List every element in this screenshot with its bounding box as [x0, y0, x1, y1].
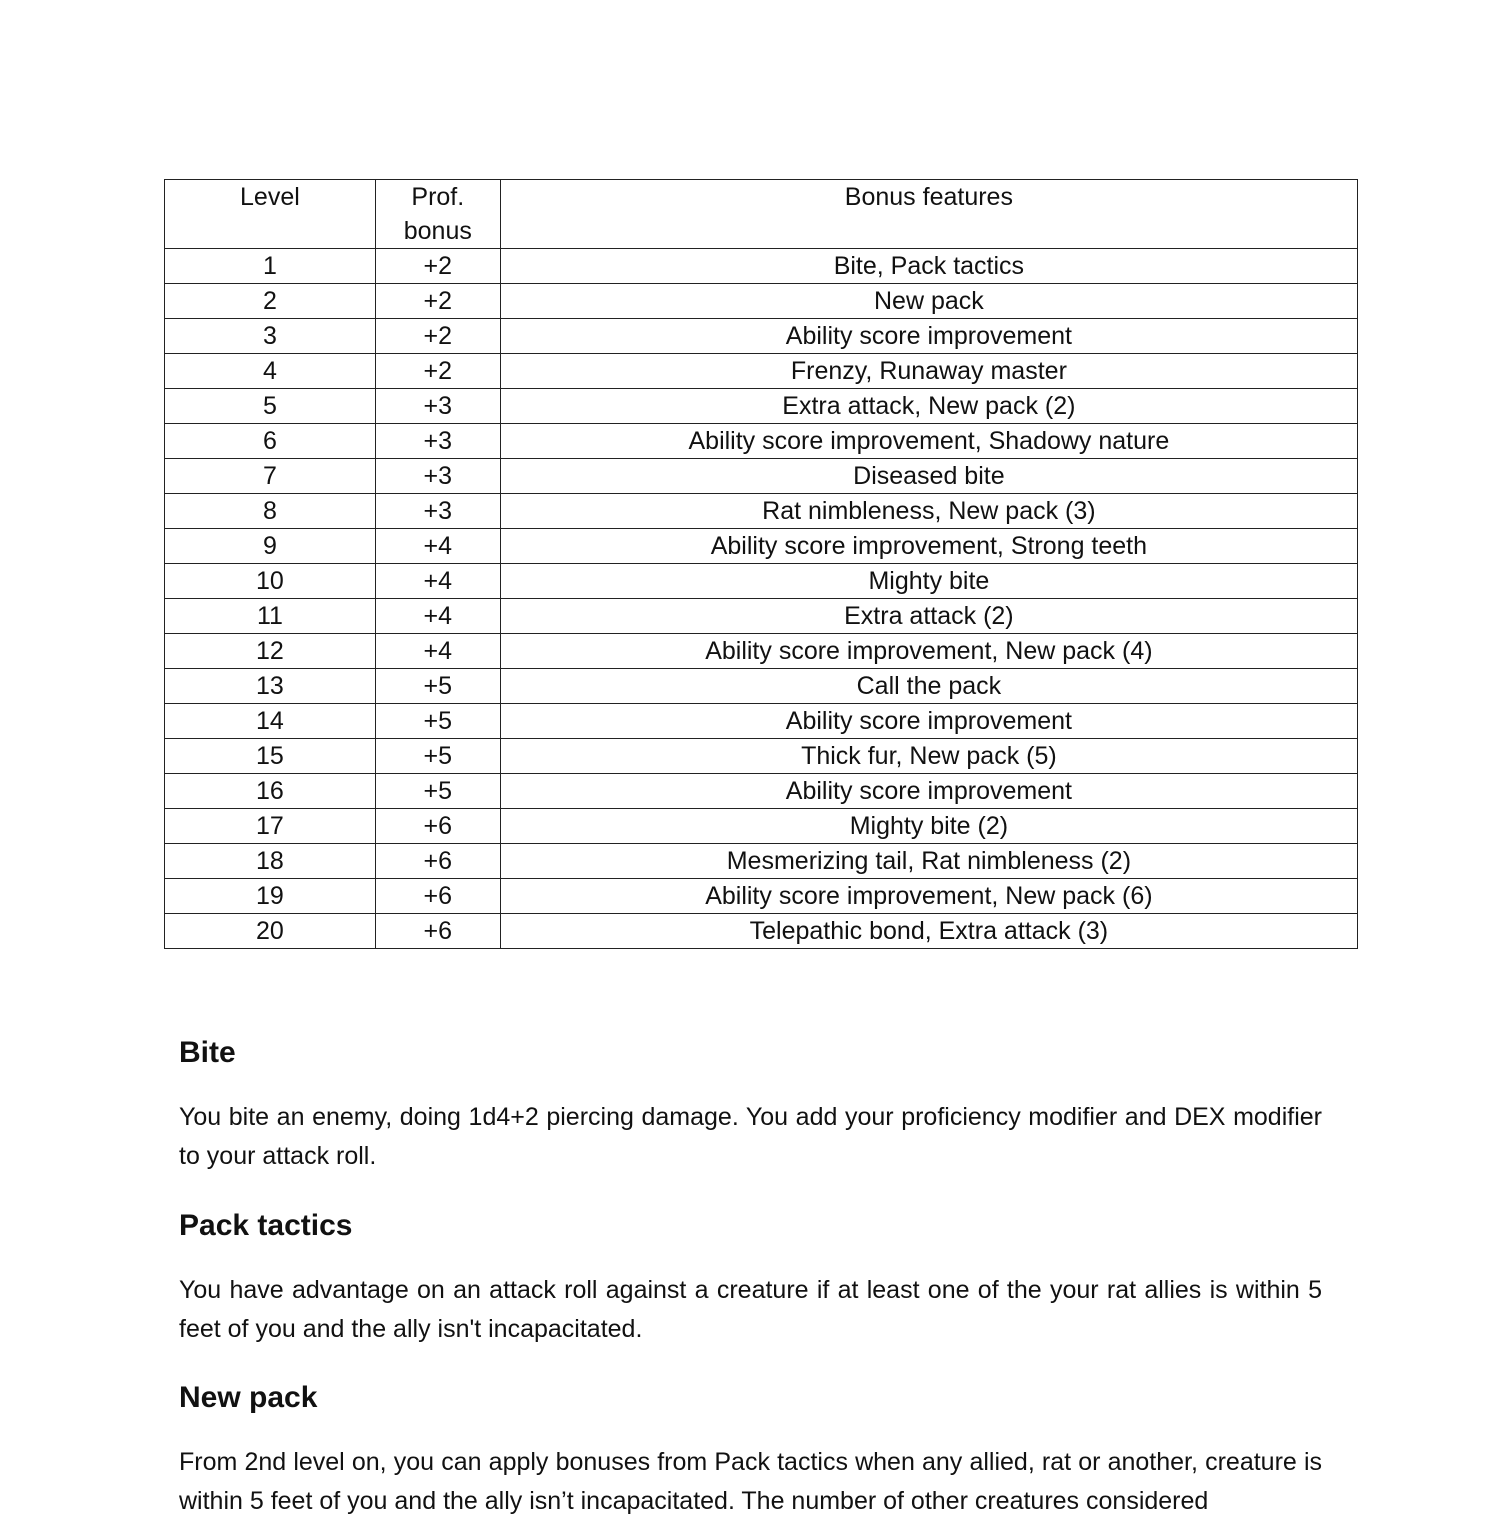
- header-prof-bonus: [375, 180, 500, 249]
- table-row: [165, 634, 1358, 669]
- cell-bonus-features: Ability score improvement, New pack (6): [500, 879, 1357, 914]
- section-new-pack: [179, 1375, 1322, 1521]
- cell-prof-bonus: +3: [375, 424, 500, 459]
- table-row: [165, 459, 1358, 494]
- table-row: [165, 354, 1358, 389]
- table-row: [165, 809, 1358, 844]
- feature-descriptions: [179, 1030, 1322, 1521]
- cell-bonus-features: Mighty bite (2): [500, 809, 1357, 844]
- cell-level: 15: [165, 739, 376, 774]
- cell-prof-bonus: +6: [375, 844, 500, 879]
- cell-prof-bonus: +5: [375, 774, 500, 809]
- section-bite: [179, 1030, 1322, 1176]
- cell-level: 10: [165, 564, 376, 599]
- cell-bonus-features: Ability score improvement, Shadowy nature: [500, 424, 1357, 459]
- cell-level: 4: [165, 354, 376, 389]
- header-level: Level: [165, 180, 376, 249]
- table-row: [165, 774, 1358, 809]
- cell-level: 7: [165, 459, 376, 494]
- cell-level: 20: [165, 914, 376, 949]
- cell-level: 1: [165, 249, 376, 284]
- cell-bonus-features: Ability score improvement, New pack (4): [500, 634, 1357, 669]
- table-row: [165, 424, 1358, 459]
- cell-level: 5: [165, 389, 376, 424]
- cell-prof-bonus: +5: [375, 669, 500, 704]
- cell-bonus-features: Mesmerizing tail, Rat nimbleness (2): [500, 844, 1357, 879]
- cell-level: 3: [165, 319, 376, 354]
- cell-level: 17: [165, 809, 376, 844]
- cell-prof-bonus: +2: [375, 354, 500, 389]
- header-bonus-features: Bonus features: [500, 180, 1357, 249]
- section-body: You bite an enemy, doing 1d4+2 piercing damage. You add your proficiency modifier and DEX modifier to your attack roll.: [179, 1103, 1322, 1170]
- header-prof-line2: bonus: [403, 217, 472, 245]
- section-body: From 2nd level on, you can apply bonuses from Pack tactics when any allied, rat or another, creature is within 5 feet of you and the ally isn’t incapacitated. The number of other creatures considered: [179, 1448, 1322, 1515]
- cell-prof-bonus: +3: [375, 389, 500, 424]
- cell-level: 9: [165, 529, 376, 564]
- cell-bonus-features: Mighty bite: [500, 564, 1357, 599]
- cell-level: 11: [165, 599, 376, 634]
- section-pack-tactics: [179, 1203, 1322, 1349]
- table-row: [165, 739, 1358, 774]
- table-row: [165, 529, 1358, 564]
- cell-level: 6: [165, 424, 376, 459]
- section-heading: Pack tactics: [179, 1209, 353, 1242]
- table-row: [165, 844, 1358, 879]
- table-row: [165, 669, 1358, 704]
- table-row: [165, 704, 1358, 739]
- section-heading: New pack: [179, 1381, 318, 1414]
- table-row: [165, 249, 1358, 284]
- cell-prof-bonus: +2: [375, 319, 500, 354]
- cell-bonus-features: Ability score improvement: [500, 319, 1357, 354]
- cell-bonus-features: Bite, Pack tactics: [500, 249, 1357, 284]
- cell-prof-bonus: +6: [375, 879, 500, 914]
- header-prof-line1: Prof.: [411, 183, 465, 211]
- table-row: [165, 914, 1358, 949]
- cell-level: 13: [165, 669, 376, 704]
- cell-bonus-features: Diseased bite: [500, 459, 1357, 494]
- cell-bonus-features: Telepathic bond, Extra attack (3): [500, 914, 1357, 949]
- cell-prof-bonus: +2: [375, 249, 500, 284]
- cell-bonus-features: Call the pack: [500, 669, 1357, 704]
- cell-prof-bonus: +3: [375, 494, 500, 529]
- cell-prof-bonus: +4: [375, 529, 500, 564]
- cell-level: 8: [165, 494, 376, 529]
- cell-bonus-features: Frenzy, Runaway master: [500, 354, 1357, 389]
- table-row: [165, 879, 1358, 914]
- cell-prof-bonus: +6: [375, 914, 500, 949]
- cell-bonus-features: Extra attack (2): [500, 599, 1357, 634]
- section-body: You have advantage on an attack roll against a creature if at least one of the your rat allies is within 5 feet of you and the ally isn't incapacitated.: [179, 1276, 1322, 1343]
- cell-bonus-features: Thick fur, New pack (5): [500, 739, 1357, 774]
- table-row: [165, 319, 1358, 354]
- table-row: [165, 599, 1358, 634]
- cell-level: 18: [165, 844, 376, 879]
- table-row: [165, 389, 1358, 424]
- cell-level: 19: [165, 879, 376, 914]
- table-row: [165, 564, 1358, 599]
- section-heading: Bite: [179, 1036, 236, 1069]
- cell-level: 12: [165, 634, 376, 669]
- cell-level: 2: [165, 284, 376, 319]
- cell-bonus-features: Extra attack, New pack (2): [500, 389, 1357, 424]
- table-row: [165, 494, 1358, 529]
- cell-prof-bonus: +2: [375, 284, 500, 319]
- cell-prof-bonus: +3: [375, 459, 500, 494]
- cell-bonus-features: Rat nimbleness, New pack (3): [500, 494, 1357, 529]
- table-row: [165, 284, 1358, 319]
- cell-level: 14: [165, 704, 376, 739]
- cell-prof-bonus: +4: [375, 564, 500, 599]
- table-header-row: [165, 180, 1358, 249]
- cell-level: 16: [165, 774, 376, 809]
- cell-prof-bonus: +4: [375, 634, 500, 669]
- cell-prof-bonus: +5: [375, 704, 500, 739]
- cell-prof-bonus: +4: [375, 599, 500, 634]
- cell-prof-bonus: +5: [375, 739, 500, 774]
- cell-prof-bonus: +6: [375, 809, 500, 844]
- level-progression-table: [164, 179, 1358, 949]
- cell-bonus-features: Ability score improvement: [500, 774, 1357, 809]
- cell-bonus-features: Ability score improvement: [500, 704, 1357, 739]
- cell-bonus-features: Ability score improvement, Strong teeth: [500, 529, 1357, 564]
- cell-bonus-features: New pack: [500, 284, 1357, 319]
